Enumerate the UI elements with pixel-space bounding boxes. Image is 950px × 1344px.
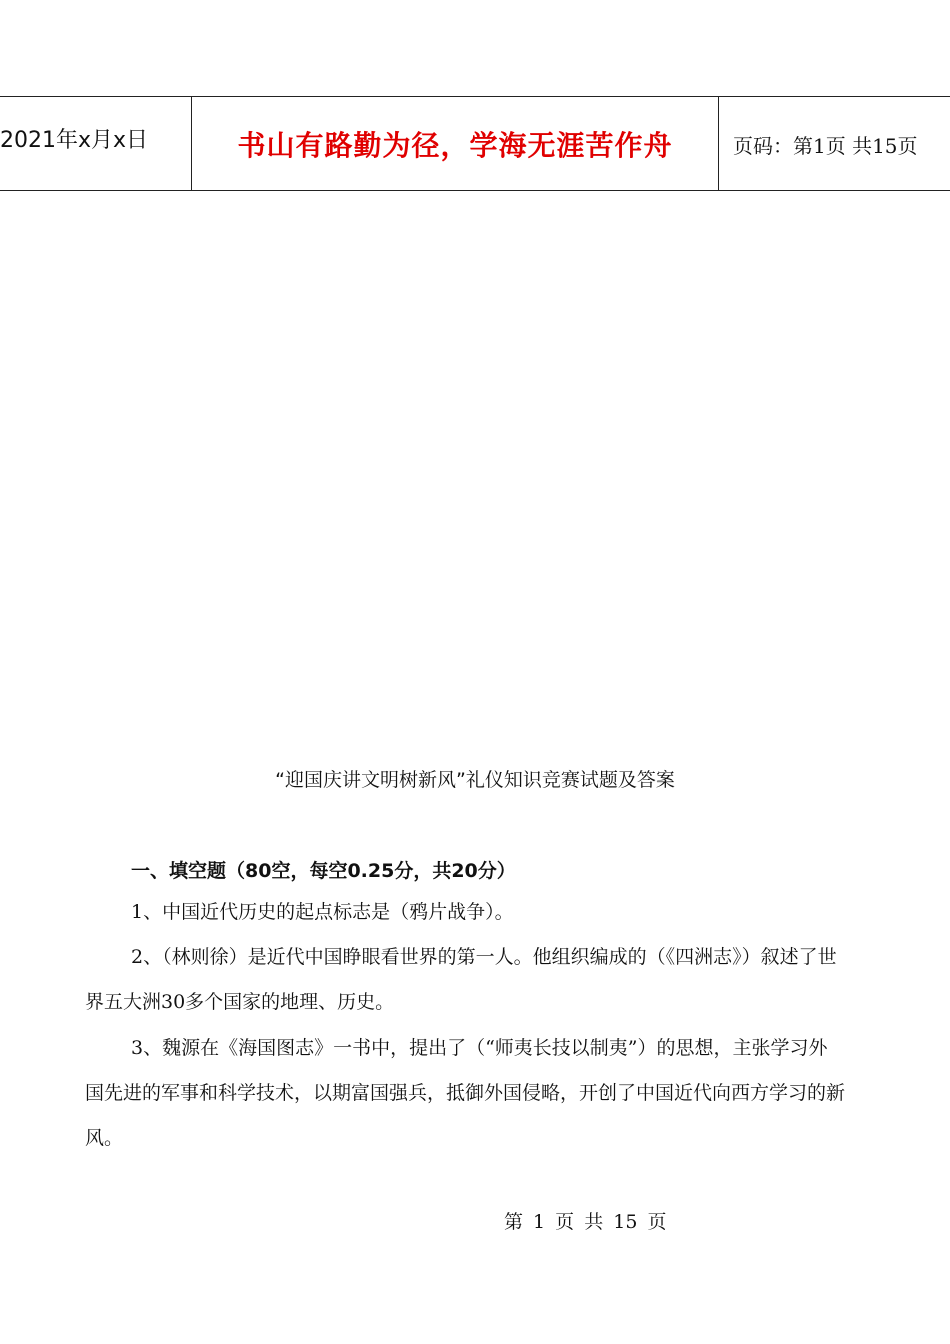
document-title: “迎国庆讲文明树新风”礼仪知识竞赛试题及答案 [275,769,675,791]
paragraph-1: 1、中国近代历史的起点标志是（鸦片战争）。 [131,901,514,923]
header-motto: 书山有路勤为径，学海无涯苦作舟 [191,97,719,191]
page-header [0,96,950,191]
paragraph-2: 2、（林则徐）是近代中国睁眼看世界的第一人。他组织编成的（《四洲志》）叙述了世界五大洲30多个国家的地理、历史。 [85,946,837,1013]
header-date: 2021年x月x日 [0,127,149,153]
section-heading: 一、填空题（80空，每空0.25分，共20分） [131,860,516,882]
header-page-info: 页码：第1页 共15页 [733,133,918,158]
page-footer: 第 1 页 共 15 页 [504,1211,667,1233]
paragraph-3: 3、魏源在《海国图志》一书中，提出了（“师夷长技以制夷”）的思想，主张学习外国先进的军事和科学技术，以期富国强兵，抵御外国侵略，开创了中国近代向西方学习的新风。 [85,1037,846,1149]
